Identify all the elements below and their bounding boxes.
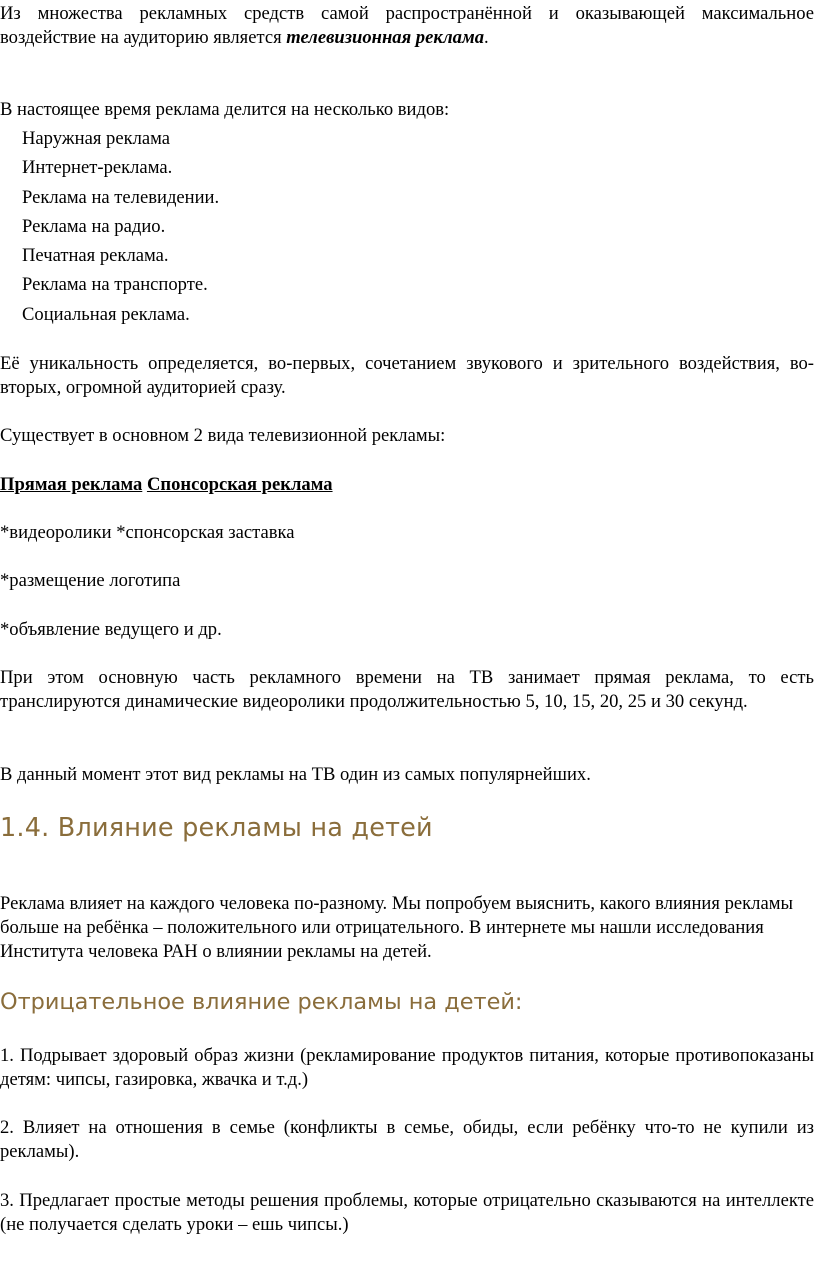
bullet-line: *размещение логотипа bbox=[0, 570, 181, 591]
influence-paragraph: Реклама влияет на каждого человека по-разному. Мы попробуем выяснить, какого влияния рекламы больше на ребёнка – положительного или отрицательного. В интернете мы нашли исследования Института человека РАН о влиянии рекламы на детей. bbox=[0, 893, 793, 962]
ad-types-list bbox=[0, 124, 219, 329]
bullet-line: *объявление ведущего и др. bbox=[0, 619, 222, 640]
two-kinds-paragraph: Существует в основном 2 вида телевизионной рекламы: bbox=[0, 425, 446, 446]
kind-direct: Прямая реклама bbox=[0, 474, 143, 495]
kind-sponsor: Спонсорская реклама bbox=[146, 474, 333, 495]
intro-paragraph bbox=[0, 2, 816, 50]
types-title: В настоящее время реклама делится на несколько видов: bbox=[0, 99, 450, 120]
section-heading: 1.4. Влияние рекламы на детей bbox=[0, 813, 433, 843]
negative-item: 3. Предлагает простые методы решения проблемы, которые отрицательно сказываются на интеллекте (не получается сделать уроки – ешь чипсы.) bbox=[0, 1190, 814, 1235]
list-item: Реклама на телевидении. bbox=[22, 186, 220, 208]
list-item: Печатная реклама. bbox=[22, 245, 169, 267]
list-item: Интернет-реклама. bbox=[22, 157, 173, 179]
list-item: Реклама на транспорте. bbox=[22, 274, 208, 296]
intro-text: Из множества рекламных средств самой распространённой и оказывающей максимальное воздействие на аудиторию является bbox=[0, 3, 814, 48]
negative-item: 1. Подрывает здоровый образ жизни (рекламирование продуктов питания, которые противопоказаны детям: чипсы, газировка, жвачка и т.д.) bbox=[0, 1045, 814, 1090]
intro-end: . bbox=[484, 27, 489, 48]
main-time-paragraph: При этом основную часть рекламного времени на ТВ занимает прямая реклама, то есть транслируются динамические видеоролики продолжительностью 5, 10, 15, 20, 25 и 30 секунд. bbox=[0, 667, 814, 712]
negative-heading: Отрицательное влияние рекламы на детей: bbox=[0, 989, 523, 1015]
bullet-line: *видеоролики *спонсорская заставка bbox=[0, 522, 295, 543]
kinds-line bbox=[0, 473, 816, 497]
negative-item: 2. Влияет на отношения в семье (конфликты в семье, обиды, если ребёнку что-то не купили из рекламы). bbox=[0, 1117, 814, 1162]
popular-paragraph: В данный момент этот вид рекламы на ТВ один из самых популярнейших. bbox=[0, 764, 591, 785]
uniqueness-paragraph: Её уникальность определяется, во-первых, сочетанием звукового и зрительного воздействия, во-вторых, огромной аудиторией сразу. bbox=[0, 353, 814, 398]
intro-emphasis: телевизионная реклама bbox=[286, 27, 485, 48]
list-item: Социальная реклама. bbox=[22, 303, 190, 325]
list-item: Реклама на радио. bbox=[22, 215, 166, 237]
list-item: Наружная реклама bbox=[22, 128, 171, 149]
